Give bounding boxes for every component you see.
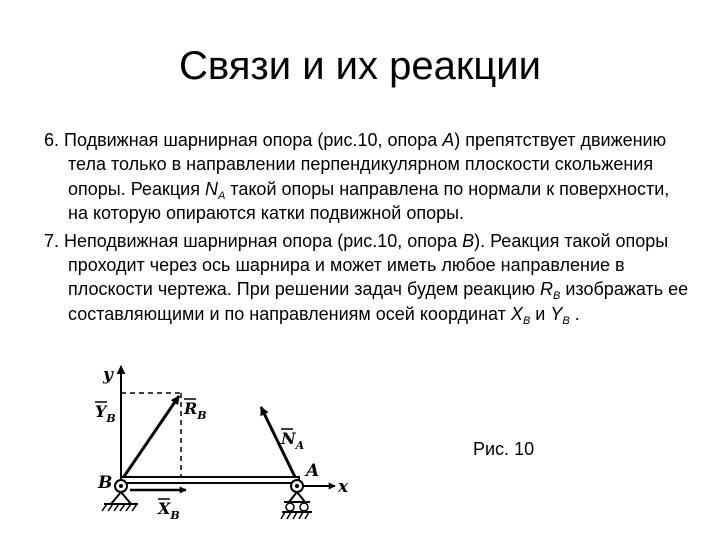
support-reactions-figure — [80, 362, 370, 532]
x-axis-label: x — [338, 477, 349, 497]
text-run: ). Реакция такой опоры проходит через ось шарнира и может иметь любое направление в плоскости чертежа. При решении задач будем реакцию — [68, 230, 669, 300]
symbol-subscript: B — [553, 290, 561, 303]
support-label: А — [442, 130, 455, 150]
symbol-main: R — [540, 279, 554, 300]
text-run: 7. Неподвижная шарнирная опора (рис.10, опора — [44, 230, 463, 251]
na-label: $N_A$ — [281, 429, 305, 452]
reaction-rb-arrow — [123, 396, 179, 478]
text-run: 6. Подвижная шарнирная опора (рис.10, опора — [44, 130, 443, 150]
support-label: В — [462, 230, 475, 251]
y-axis-label: y — [103, 365, 113, 385]
text-run: такой опоры направлена по нормали к поверхности, на которую опираются катки подвижной опоры. — [68, 178, 670, 224]
figure-caption: Рис. 10 — [473, 439, 535, 459]
slide-body — [40, 128, 690, 329]
symbol-main: N — [204, 178, 218, 199]
symbol-subscript: B — [522, 314, 531, 327]
symbol-main: Y — [550, 303, 563, 324]
symbol-subscript: B — [562, 314, 570, 327]
text-run: изображать ее составляющими и по направлениям осей координат — [68, 279, 689, 324]
paragraph-fixed-hinge — [40, 229, 690, 327]
text-run: и — [530, 303, 551, 324]
paragraph-movable-hinge — [40, 128, 690, 226]
rb-label: $R_B$ — [184, 399, 207, 422]
figure-drawing — [80, 362, 370, 532]
yb-label: $Y_B$ — [95, 402, 116, 425]
point-b-label: B — [98, 473, 113, 493]
xb-label: $X_B$ — [158, 499, 180, 522]
beam — [121, 477, 299, 483]
text-run: ) препятствует движению тела только в направлении перпендикулярном плоскости скольжения опоры. Реакция — [68, 130, 667, 199]
symbol-subscript: A — [217, 189, 226, 202]
slide-title: Связи и их реакции — [179, 44, 541, 88]
symbol-main: X — [510, 303, 523, 324]
point-a-label: A — [306, 461, 320, 481]
text-run: . — [569, 303, 580, 324]
